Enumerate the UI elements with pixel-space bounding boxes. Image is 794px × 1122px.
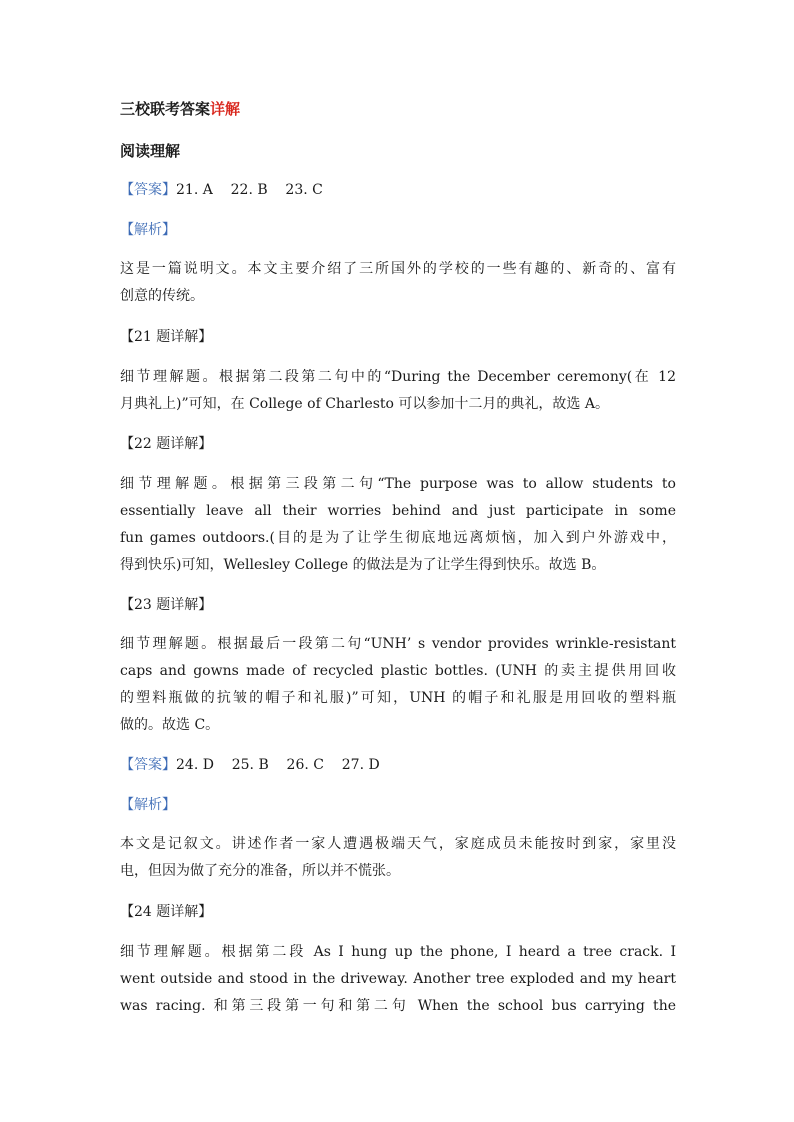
question-tag: 【22 题详解】 xyxy=(120,436,213,452)
question-tag: 【24 题详解】 xyxy=(120,904,213,920)
explanation-line: 细节理解题。根据第三段第二句“The purpose was to allow students to xyxy=(120,476,676,492)
summary-line: 创意的传统。 xyxy=(120,288,204,304)
answer-tag: 【答案】 xyxy=(120,757,176,773)
explanation-line: essentially leave all their worries behind and just participate in some xyxy=(120,503,676,519)
analysis-tag: 【解析】 xyxy=(120,797,176,813)
explanation-line: was racing. 和第三段第一句和第二句 When the school bus carrying the xyxy=(120,998,676,1014)
explanation-line: 得到快乐)可知，Wellesley College 的做法是为了让学生得到快乐。故选 B。 xyxy=(120,557,606,573)
explanation-line: went outside and stood in the driveway. Another tree exploded and my heart xyxy=(120,971,676,987)
explanation-line: caps and gowns made of recycled plastic bottles. (UNH 的卖主提供用回收 xyxy=(120,663,676,679)
doc-title xyxy=(120,100,676,118)
explanation-line: 月典礼上)”可知，在 College of Charlesto 可以参加十二月的典礼，故选 A。 xyxy=(120,396,609,412)
section-heading: 阅读理解 xyxy=(120,142,181,160)
explanation-line: 细节理解题。根据第二段 As I hung up the phone, I heard a tree crack. I xyxy=(120,944,676,960)
analysis-tag: 【解析】 xyxy=(120,222,176,238)
answer-line-2 xyxy=(120,756,676,774)
answer-values: 24. D 25. B 26. C 27. D xyxy=(176,757,380,773)
question-tag: 【21 题详解】 xyxy=(120,329,213,345)
explanation-line: 做的。故选 C。 xyxy=(120,717,220,733)
explanation-line: 细节理解题。根据第二段第二句中的“During the December ceremony(在 12 xyxy=(120,369,676,385)
explanation-line: fun games outdoors.(目的是为了让学生彻底地远离烦恼，加入到户外游戏中， xyxy=(120,530,676,546)
doc-title-highlight: 详解 xyxy=(210,100,241,118)
summary-line: 本文是记叙文。讲述作者一家人遭遇极端天气，家庭成员未能按时到家，家里没 xyxy=(120,836,676,852)
summary-line: 电，但因为做了充分的准备，所以并不慌张。 xyxy=(120,863,400,879)
answer-values: 21. A 22. B 23. C xyxy=(176,182,323,198)
question-tag: 【23 题详解】 xyxy=(120,597,213,613)
explanation-line: 细节理解题。根据最后一段第二句“UNH’ s vendor provides wrinkle-resistant xyxy=(120,636,676,652)
summary-line: 这是一篇说明文。本文主要介绍了三所国外的学校的一些有趣的、新奇的、富有 xyxy=(120,261,676,277)
doc-title-main: 三校联考答案 xyxy=(120,100,211,118)
answer-tag: 【答案】 xyxy=(120,182,176,198)
answer-line-1 xyxy=(120,181,676,199)
explanation-line: 的塑料瓶做的抗皱的帽子和礼服)”可知，UNH 的帽子和礼服是用回收的塑料瓶 xyxy=(120,690,676,706)
